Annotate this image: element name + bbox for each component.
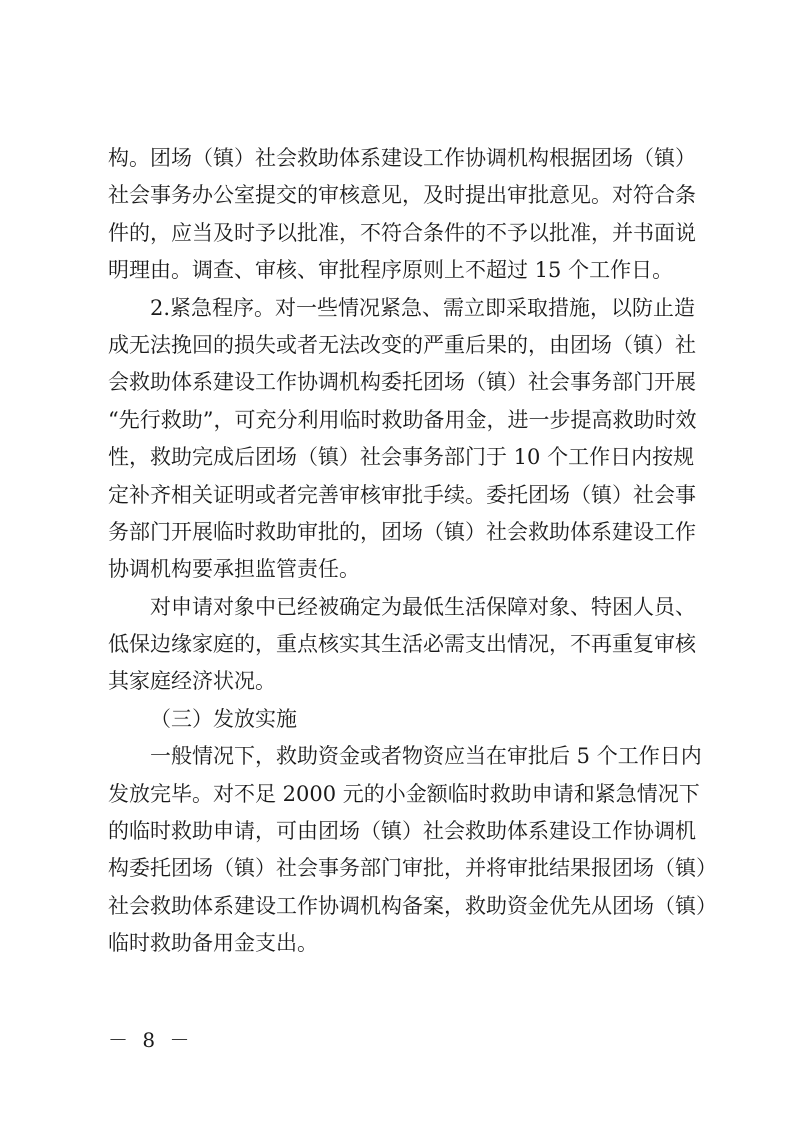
text-line: 一般情况下，救助资金或者物资应当在审批后 5 个工作日内 — [150, 744, 702, 769]
text-line: 定补齐相关证明或者完善审核审批手续。委托团场（镇）社会事 — [108, 482, 696, 507]
text-line: 社会事务办公室提交的审核意见，及时提出审批意见。对符合条 — [108, 183, 696, 208]
text-line: 性，救助完成后团场（镇）社会事务部门于 10 个工作日内按规 — [108, 445, 695, 470]
text-line: 成无法挽回的损失或者无法改变的严重后果的，由团场（镇）社 — [108, 332, 696, 357]
text-line: 发放完毕。对不足 2000 元的小金额临时救助申请和紧急情况下 — [108, 781, 700, 806]
section-heading: （三）发放实施 — [150, 706, 297, 731]
body-text — [108, 140, 717, 963]
text-line: “先行救助”，可充分利用临时救助备用金，进一步提高救助时效 — [108, 407, 697, 432]
text-line: 社会救助体系建设工作协调机构备案，救助资金优先从团场（镇） — [108, 893, 717, 918]
text-line: 低保边缘家庭的，重点核实其生活必需支出情况，不再重复审核 — [108, 632, 696, 657]
page-number: － 8 － — [108, 1028, 194, 1052]
text-line: 会救助体系建设工作协调机构委托团场（镇）社会事务部门开展 — [108, 370, 696, 395]
text-line: 2.紧急程序。对一些情况紧急、需立即采取措施，以防止造 — [150, 295, 696, 320]
text-line: 其家庭经济状况。 — [108, 669, 276, 694]
text-line: 的临时救助申请，可由团场（镇）社会救助体系建设工作协调机 — [108, 819, 696, 844]
text-line: 临时救助备用金支出。 — [108, 931, 318, 956]
text-line: 明理由。调查、审核、审批程序原则上不超过 15 个工作日。 — [108, 258, 674, 283]
text-line: 务部门开展临时救助审批的，团场（镇）社会救助体系建设工作 — [108, 519, 696, 544]
text-line: 件的，应当及时予以批准，不符合条件的不予以批准，并书面说 — [108, 220, 696, 245]
text-line: 构。团场（镇）社会救助体系建设工作协调机构根据团场（镇） — [108, 146, 696, 170]
text-line: 构委托团场（镇）社会事务部门审批，并将审批结果报团场（镇） — [108, 856, 717, 881]
text-line: 对申请对象中已经被确定为最低生活保障对象、特困人员、 — [150, 594, 696, 619]
text-line: 协调机构要承担监管责任。 — [108, 557, 360, 582]
